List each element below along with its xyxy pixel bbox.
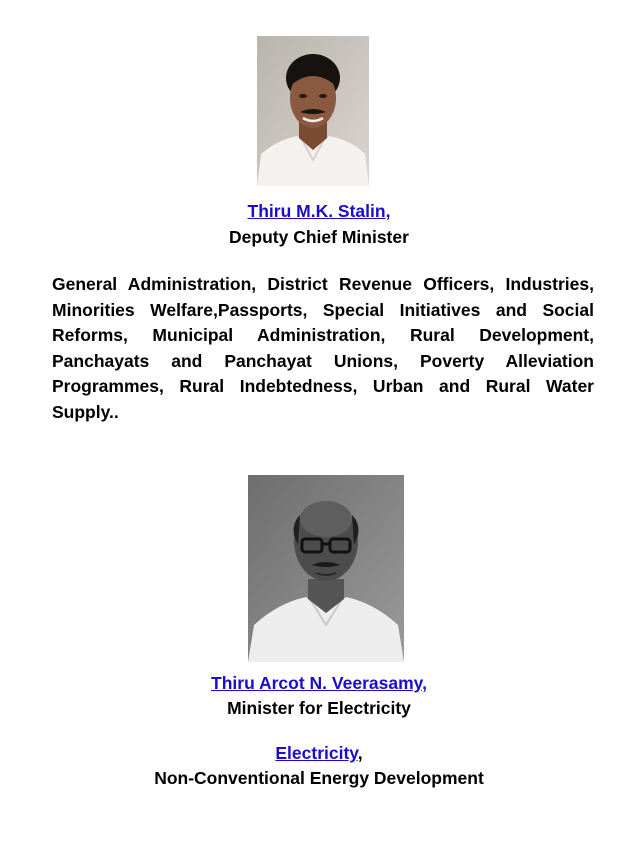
minister-2-name[interactable] bbox=[0, 671, 638, 695]
minister-2-title: Minister for Electricity bbox=[227, 698, 411, 718]
minister-1-portfolio: General Administration, District Revenue Officers, Industries, Minorities Welfare,Passports, Special Initiatives and Social Reforms, Municipal Administration, Rural Development, Panchayats and Panchayat Unions, Poverty Alleviation Programmes, Rural Indebtedness, Urban and Rural Water Supply.. bbox=[52, 274, 594, 422]
minister-2-portfolio-rest: Non-Conventional Energy Development bbox=[154, 768, 484, 788]
portrait-photo-icon bbox=[257, 36, 369, 186]
electricity-link[interactable]: Electricity bbox=[275, 743, 358, 763]
minister-1-name-link[interactable]: Thiru M.K. Stalin, bbox=[247, 201, 391, 221]
minister-2-photo bbox=[248, 475, 404, 662]
minister-1-photo bbox=[257, 36, 369, 186]
minister-1-title: Deputy Chief Minister bbox=[229, 227, 409, 247]
minister-2-name-link[interactable]: Thiru Arcot N. Veerasamy, bbox=[211, 673, 427, 693]
minister-1-name[interactable] bbox=[0, 199, 638, 223]
portrait-photo-bw-icon bbox=[248, 475, 404, 662]
minister-2-portfolio-line bbox=[0, 741, 638, 765]
portfolio-link-suffix: , bbox=[357, 743, 363, 763]
